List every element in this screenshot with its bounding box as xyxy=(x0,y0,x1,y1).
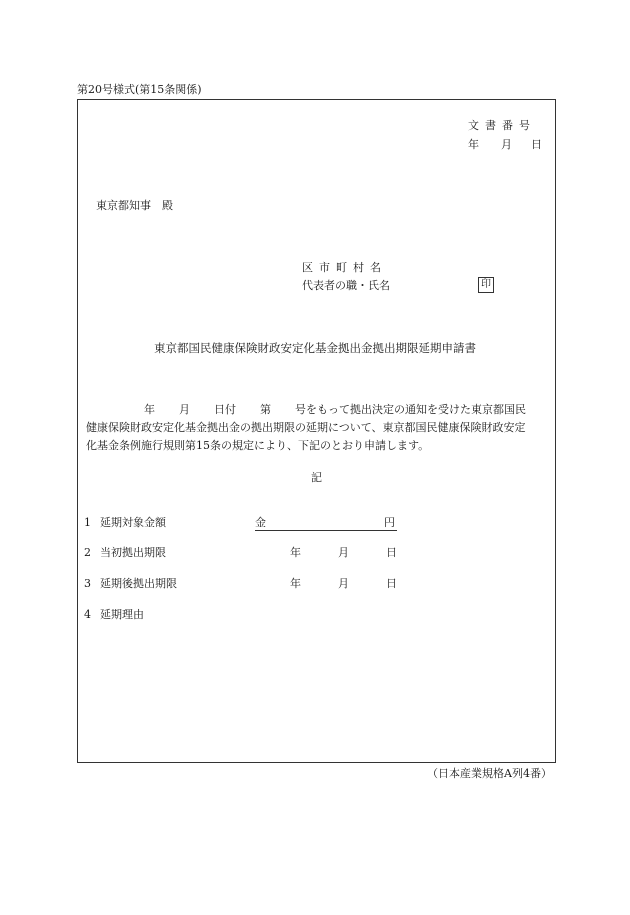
item-number: 3 xyxy=(84,577,91,590)
item-2-year: 年 xyxy=(290,546,301,559)
item-number: 4 xyxy=(84,608,91,621)
representative-label: 代表者の職・氏名 xyxy=(302,279,390,292)
body-dai: 第 xyxy=(260,403,271,416)
item-2-month: 月 xyxy=(338,546,349,559)
date-day: 日 xyxy=(531,138,542,151)
item-row-3 xyxy=(84,577,177,591)
body-line-3: 化基金条例施行規則第15条の規定により、下記のとおり申請します。 xyxy=(86,439,430,452)
addressee: 東京都知事 殿 xyxy=(96,199,173,212)
footer-note: （日本産業規格A列4番） xyxy=(427,767,552,780)
amount-prefix: 金 xyxy=(255,516,266,529)
ki-heading: 記 xyxy=(311,471,322,484)
date-month: 月 xyxy=(501,138,512,151)
amount-field xyxy=(255,516,397,531)
item-row-2 xyxy=(84,546,166,560)
item-3-month: 月 xyxy=(338,577,349,590)
document-number-label: 文書番号 xyxy=(468,119,536,132)
item-label: 延期対象金額 xyxy=(100,516,166,529)
body-month: 月 xyxy=(179,403,190,416)
date-year: 年 xyxy=(468,138,479,151)
body-line-2: 健康保険財政安定化基金拠出金の拠出期限の延期について、東京都国民健康保険財政安定 xyxy=(86,421,526,434)
item-label: 延期後拠出期限 xyxy=(100,577,177,590)
body-paragraph xyxy=(86,401,552,455)
item-3-year: 年 xyxy=(290,577,301,590)
document-date xyxy=(468,138,542,152)
body-line-1 xyxy=(86,401,552,419)
body-day-attached: 日付 xyxy=(214,403,236,416)
item-number: 1 xyxy=(84,516,91,529)
item-row-4 xyxy=(84,608,144,622)
item-row-1 xyxy=(84,516,166,530)
body-line-1-rest: 号をもって拠出決定の通知を受けた東京都国民 xyxy=(295,403,526,416)
body-year: 年 xyxy=(144,403,155,416)
form-number: 第20号様式(第15条関係) xyxy=(77,83,202,96)
amount-suffix: 円 xyxy=(384,516,395,529)
item-label: 当初拠出期限 xyxy=(100,546,166,559)
municipality-label: 区市町村名 xyxy=(302,261,387,274)
item-label: 延期理由 xyxy=(100,608,144,621)
seal-mark: 印 xyxy=(478,277,494,293)
document-title: 東京都国民健康保険財政安定化基金拠出金拠出期限延期申請書 xyxy=(154,341,476,355)
item-3-day: 日 xyxy=(386,577,397,590)
item-2-day: 日 xyxy=(386,546,397,559)
item-number: 2 xyxy=(84,546,91,559)
